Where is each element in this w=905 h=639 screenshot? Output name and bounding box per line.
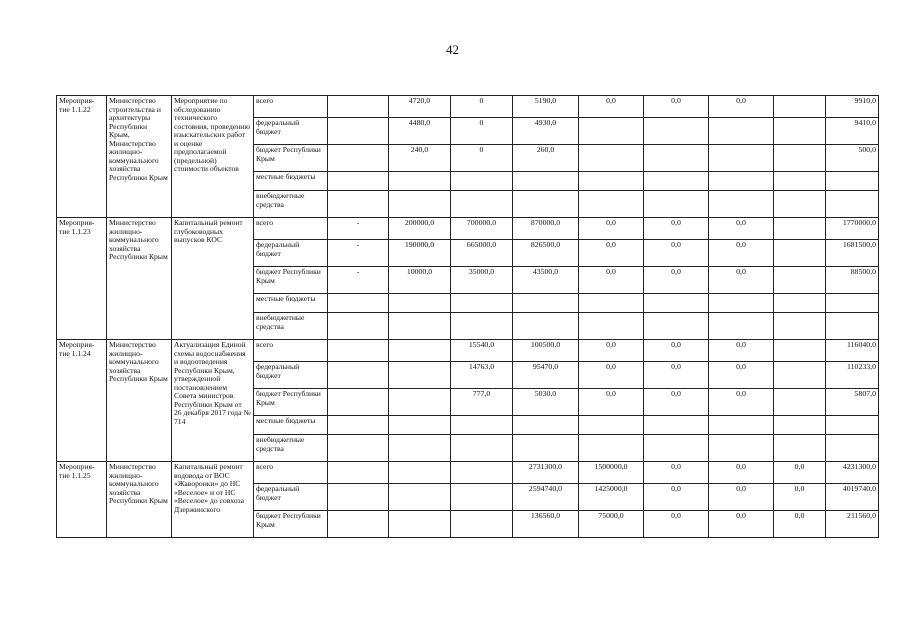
year-value [451,294,513,313]
year-value [579,435,644,462]
year-value [579,118,644,145]
year-value: 0 [451,145,513,172]
year-value: 0,0 [579,96,644,118]
year-value [579,172,644,191]
table-row [57,462,879,484]
year-value [644,191,709,218]
year-value [328,362,389,389]
year-value: 0,0 [709,218,774,240]
total-value: 500,0 [826,145,879,172]
year-value: 95470,0 [513,362,579,389]
executor-cell: Министерство жилищно-коммунального хозяйства Республики Крым [107,340,172,462]
funding-source: местные бюджеты [254,416,328,435]
year-value [451,462,513,484]
measure-id: Мероприя-тие 1.1.25 [57,462,107,538]
measure-title: Актуализация Единой схемы водоснабжения и водоотведения Республики Крым, утвержденной постановлением Совета министров Республики Крым от 26 декабря 2017 года № 714 [172,340,254,462]
year-value [709,191,774,218]
year-value: 0 [451,96,513,118]
year-value [328,96,389,118]
year-value [451,191,513,218]
funding-source: бюджет Республики Крым [254,267,328,294]
total-value [826,191,879,218]
year-value [328,340,389,362]
funding-source: внебюджетные средства [254,435,328,462]
year-value [451,435,513,462]
year-value: 0,0 [579,362,644,389]
year-value [328,145,389,172]
measure-title: Капитальный ремонт глубоководных выпусков КОС [172,218,254,340]
year-value: 1425000,0 [579,484,644,511]
funding-source: внебюджетные средства [254,191,328,218]
table-body [57,96,879,538]
year-value [328,435,389,462]
year-value [774,389,826,416]
year-value [389,462,451,484]
year-value: 240,0 [389,145,451,172]
year-value: 200000,0 [389,218,451,240]
year-value [579,313,644,340]
year-value [774,340,826,362]
year-value [774,294,826,313]
year-value: - [328,240,389,267]
year-value: 0,0 [579,218,644,240]
year-value: 0,0 [709,362,774,389]
total-value [826,435,879,462]
year-value [389,484,451,511]
year-value [774,362,826,389]
year-value [389,313,451,340]
year-value: 826500,0 [513,240,579,267]
year-value [513,313,579,340]
year-value [328,172,389,191]
executor-cell: Министерство строительства и архитектуры Республики Крым, Министерство жилищно-коммунального хозяйства Республики Крым [107,96,172,218]
year-value [579,416,644,435]
funding-source: федеральный бюджет [254,362,328,389]
year-value: 190000,0 [389,240,451,267]
year-value: 0,0 [644,96,709,118]
year-value: 75000,0 [579,511,644,538]
year-value [513,416,579,435]
year-value: 0,0 [644,340,709,362]
funding-source: местные бюджеты [254,294,328,313]
total-value [826,313,879,340]
measure-id: Мероприя-тие 1.1.22 [57,96,107,218]
year-value: 1500000,0 [579,462,644,484]
measure-id: Мероприя-тие 1.1.23 [57,218,107,340]
total-value [826,416,879,435]
total-value: 5807,0 [826,389,879,416]
year-value: 0,0 [579,267,644,294]
year-value: 0,0 [644,462,709,484]
funding-source: федеральный бюджет [254,118,328,145]
year-value [328,389,389,416]
funding-source: всего [254,340,328,362]
year-value [389,362,451,389]
executor-cell: Министерство жилищно-коммунального хозяйства Республики Крым [107,462,172,538]
year-value: 15540,0 [451,340,513,362]
year-value: 10000,0 [389,267,451,294]
year-value: 136560,0 [513,511,579,538]
year-value [389,172,451,191]
year-value: 777,0 [451,389,513,416]
funding-source: федеральный бюджет [254,484,328,511]
year-value: 0,0 [709,340,774,362]
total-value: 9410,0 [826,118,879,145]
total-value [826,294,879,313]
year-value: 0,0 [579,389,644,416]
year-value [709,416,774,435]
year-value [579,191,644,218]
table-row [57,96,879,118]
total-value: 110233,0 [826,362,879,389]
year-value [579,145,644,172]
funding-source: бюджет Республики Крым [254,145,328,172]
year-value [389,294,451,313]
year-value [644,294,709,313]
funding-source: бюджет Республики Крым [254,511,328,538]
year-value: 260,0 [513,145,579,172]
year-value [389,191,451,218]
year-value [644,313,709,340]
year-value: 0,0 [774,462,826,484]
year-value [709,294,774,313]
year-value [451,484,513,511]
funding-source: всего [254,96,328,118]
year-value: 0,0 [709,267,774,294]
year-value: 0,0 [644,484,709,511]
total-value: 9910,0 [826,96,879,118]
year-value: 0,0 [709,240,774,267]
total-value: 116040,0 [826,340,879,362]
year-value [774,172,826,191]
year-value [451,172,513,191]
year-value [774,145,826,172]
year-value: 14763,0 [451,362,513,389]
year-value [579,294,644,313]
financing-table [56,95,879,538]
year-value [451,313,513,340]
page-number: 42 [446,42,459,57]
year-value [328,118,389,145]
year-value [389,435,451,462]
year-value: 0,0 [579,240,644,267]
year-value [774,313,826,340]
year-value [451,511,513,538]
year-value [774,191,826,218]
year-value: 43500,0 [513,267,579,294]
year-value [328,294,389,313]
year-value [709,145,774,172]
year-value [328,484,389,511]
year-value: 4480,0 [389,118,451,145]
year-value [644,435,709,462]
year-value [774,118,826,145]
year-value [709,435,774,462]
year-value [513,172,579,191]
measure-title: Мероприятие по обследованию технического состояния, проведению изыскательских работ и оценке предполагаемой (предельной) стоимости объектов [172,96,254,218]
year-value: 0,0 [579,340,644,362]
measure-title: Капитальный ремонт водовода от ВОС «Жаворонки» до НС «Веселое» и от НС «Веселое» до совхоза Дзержинского [172,462,254,538]
year-value: 0,0 [774,484,826,511]
year-value: 2594740,0 [513,484,579,511]
year-value: 665000,0 [451,240,513,267]
year-value [389,511,451,538]
year-value [644,145,709,172]
table-row [57,340,879,362]
total-value: 1681500,0 [826,240,879,267]
total-value: 88500,0 [826,267,879,294]
year-value: 100500,0 [513,340,579,362]
year-value [328,191,389,218]
total-value: 1770000,0 [826,218,879,240]
year-value [774,267,826,294]
year-value [774,96,826,118]
year-value: 0,0 [644,240,709,267]
year-value [513,294,579,313]
year-value: 0,0 [774,511,826,538]
year-value: - [328,218,389,240]
funding-source: бюджет Республики Крым [254,389,328,416]
year-value [389,416,451,435]
year-value [328,416,389,435]
year-value: 0,0 [709,389,774,416]
funding-source: внебюджетные средства [254,313,328,340]
year-value: 5030,0 [513,389,579,416]
year-value: 4720,0 [389,96,451,118]
year-value: 35000,0 [451,267,513,294]
year-value: 5190,0 [513,96,579,118]
year-value [513,435,579,462]
year-value: 0,0 [644,218,709,240]
year-value [389,340,451,362]
funding-source: всего [254,218,328,240]
year-value: 0,0 [644,389,709,416]
total-value [826,172,879,191]
year-value [644,172,709,191]
funding-source: федеральный бюджет [254,240,328,267]
funding-source: всего [254,462,328,484]
year-value [709,313,774,340]
total-value: 4231300,0 [826,462,879,484]
year-value [774,240,826,267]
year-value [774,435,826,462]
executor-cell: Министерство жилищно-коммунального хозяйства Республики Крым [107,218,172,340]
year-value: 0 [451,118,513,145]
year-value [328,511,389,538]
year-value [709,172,774,191]
year-value: 0,0 [709,511,774,538]
year-value [644,416,709,435]
year-value [328,313,389,340]
year-value: 870000,0 [513,218,579,240]
measure-id: Мероприя-тие 1.1.24 [57,340,107,462]
total-value: 211560,0 [826,511,879,538]
year-value: 2731300,0 [513,462,579,484]
table-row [57,218,879,240]
year-value: 0,0 [644,511,709,538]
year-value [513,191,579,218]
year-value [451,416,513,435]
total-value: 4019740,0 [826,484,879,511]
year-value: 0,0 [709,96,774,118]
year-value: 0,0 [709,462,774,484]
year-value [644,118,709,145]
year-value [774,416,826,435]
year-value: 700000,0 [451,218,513,240]
year-value: 4930,0 [513,118,579,145]
year-value: 0,0 [709,484,774,511]
year-value [774,218,826,240]
funding-source: местные бюджеты [254,172,328,191]
year-value [328,462,389,484]
year-value: 0,0 [644,267,709,294]
year-value: - [328,267,389,294]
year-value [709,118,774,145]
year-value: 0,0 [644,362,709,389]
year-value [389,389,451,416]
